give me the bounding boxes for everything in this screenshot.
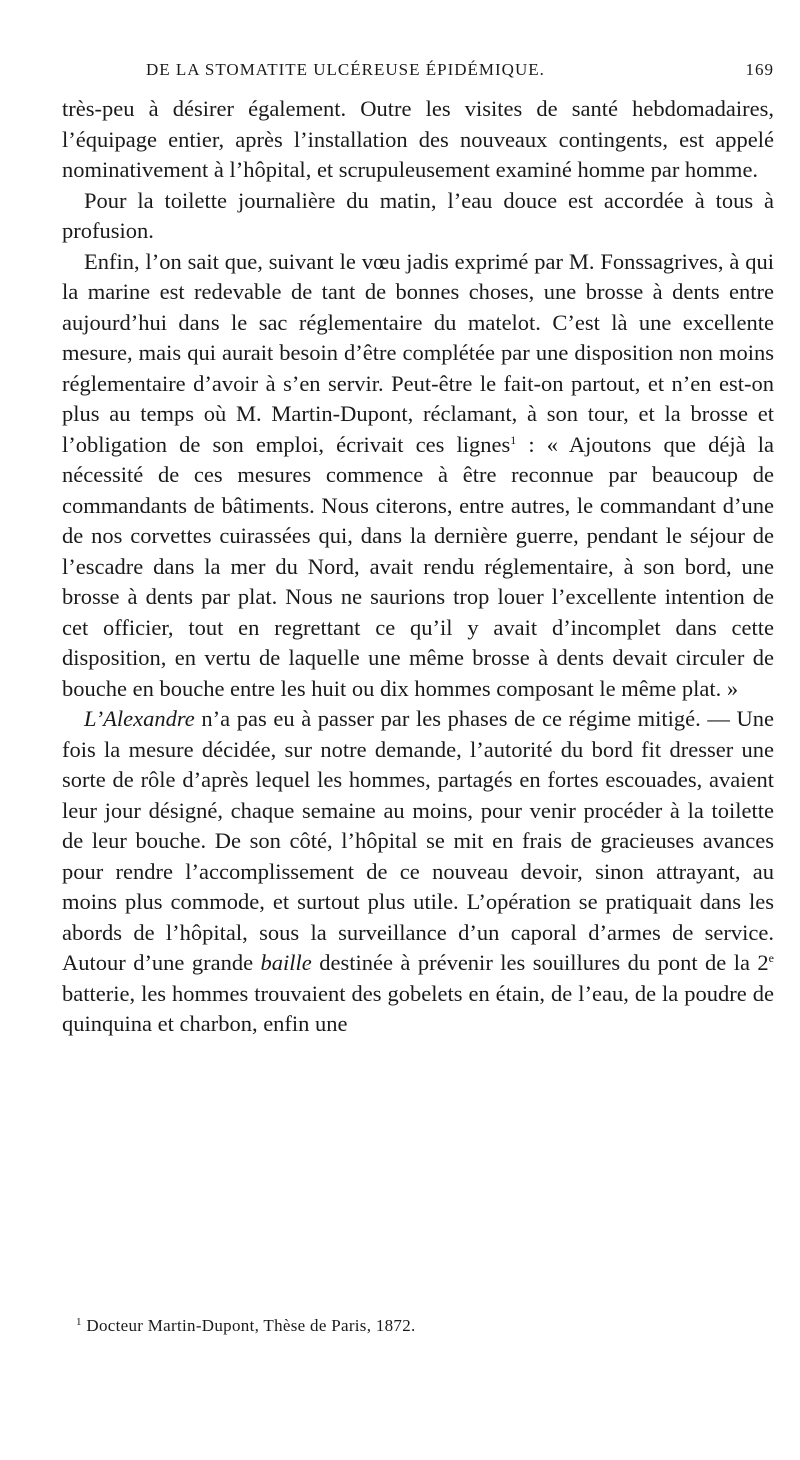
paragraph-4-text-a: n’a pas eu à passer par les phases de ce régime mitigé. — Une fois la mesure décidée, sur notre demande, l’autorité du bord fit dresser une sorte de rôle d’après lequel les hommes, partagés en fortes escouades, avaient leur jour désigné, chaque semaine au moins, pour venir procéder à la toilette de leur bouche. De son côté, l’hôpital se mit en frais de gracieuses avances pour rendre l’accomplissement de ce nouveau devoir, sinon attrayant, au moins plus commode, et surtout plus utile. L’opération se pratiquait dans les abords de l’hôpital, sous la surveillance d’un caporal d’armes de service. Autour d’une grande bbox=[62, 706, 774, 975]
paragraph-4 bbox=[62, 704, 774, 1040]
paragraph-3-text-b: : « Ajoutons que déjà la nécessité de ces mesures commence à être reconnue par beaucoup de commandants de bâtiments. Nous citerons, entre autres, le commandant d’une de nos corvettes cuirassées qui, dans la dernière guerre, pendant le séjour de l’escadre dans la mer du Nord, avait rendu réglementaire, à son bord, une brosse à dents par plat. Nous ne saurions trop louer l’excellente intention de cet officier, tout en regrettant ce qu’il y avait d’incomplet dans cette disposition, en vertu de laquelle une même brosse à dents devait circuler de bouche en bouche entre les huit ou dix hommes composant le même plat. » bbox=[62, 431, 774, 701]
footnote-marker: 1 bbox=[76, 1316, 82, 1328]
footnote bbox=[76, 1316, 416, 1336]
ship-name: L’Alexandre bbox=[84, 706, 195, 731]
paragraph-4-text-c: batterie, les hommes trouvaient des gobelets en étain, de l’eau, de la poudre de quinquina et charbon, enfin une bbox=[62, 980, 774, 1036]
running-head bbox=[62, 60, 774, 90]
paragraph-4-text-b: destinée à prévenir les souillures du pont de la 2 bbox=[311, 950, 769, 975]
footnote-text: Docteur Martin-Dupont, Thèse de Paris, 1872. bbox=[81, 1316, 416, 1335]
body-text bbox=[62, 94, 774, 1040]
paragraph-3 bbox=[62, 247, 774, 705]
running-title: DE LA STOMATITE ULCÉREUSE ÉPIDÉMIQUE. bbox=[146, 60, 545, 79]
page-number: 169 bbox=[745, 60, 774, 79]
ordinal-superscript: e bbox=[768, 951, 774, 965]
baille-term: baille bbox=[260, 950, 312, 975]
footnote-reference: 1 bbox=[510, 432, 517, 447]
paragraph-1: très-peu à désirer également. Outre les visites de santé hebdomadaires, l’équipage entier, après l’installation des nouveaux contingents, est appelé nominativement à l’hôpital, et scrupuleusement examiné homme par homme. bbox=[62, 96, 774, 182]
paragraph-3-text-a: Enfin, l’on sait que, suivant le vœu jadis exprimé par M. Fonssagrives, à qui la marine est redevable de tant de bonnes choses, une brosse à dents entre aujourd’hui dans le sac réglementaire du matelot. C’est là une excellente mesure, mais qui aurait besoin d’être complétée par une disposition non moins réglementaire d’avoir à s’en servir. Peut-être le fait-on partout, et n’en est-on plus au temps où M. Martin-Dupont, réclamant, à son tour, et la brosse et l’obligation de son emploi, écrivait ces lignes bbox=[62, 248, 774, 457]
paragraph-2: Pour la toilette journalière du matin, l’eau douce est accordée à tous à profusion. bbox=[62, 187, 774, 243]
